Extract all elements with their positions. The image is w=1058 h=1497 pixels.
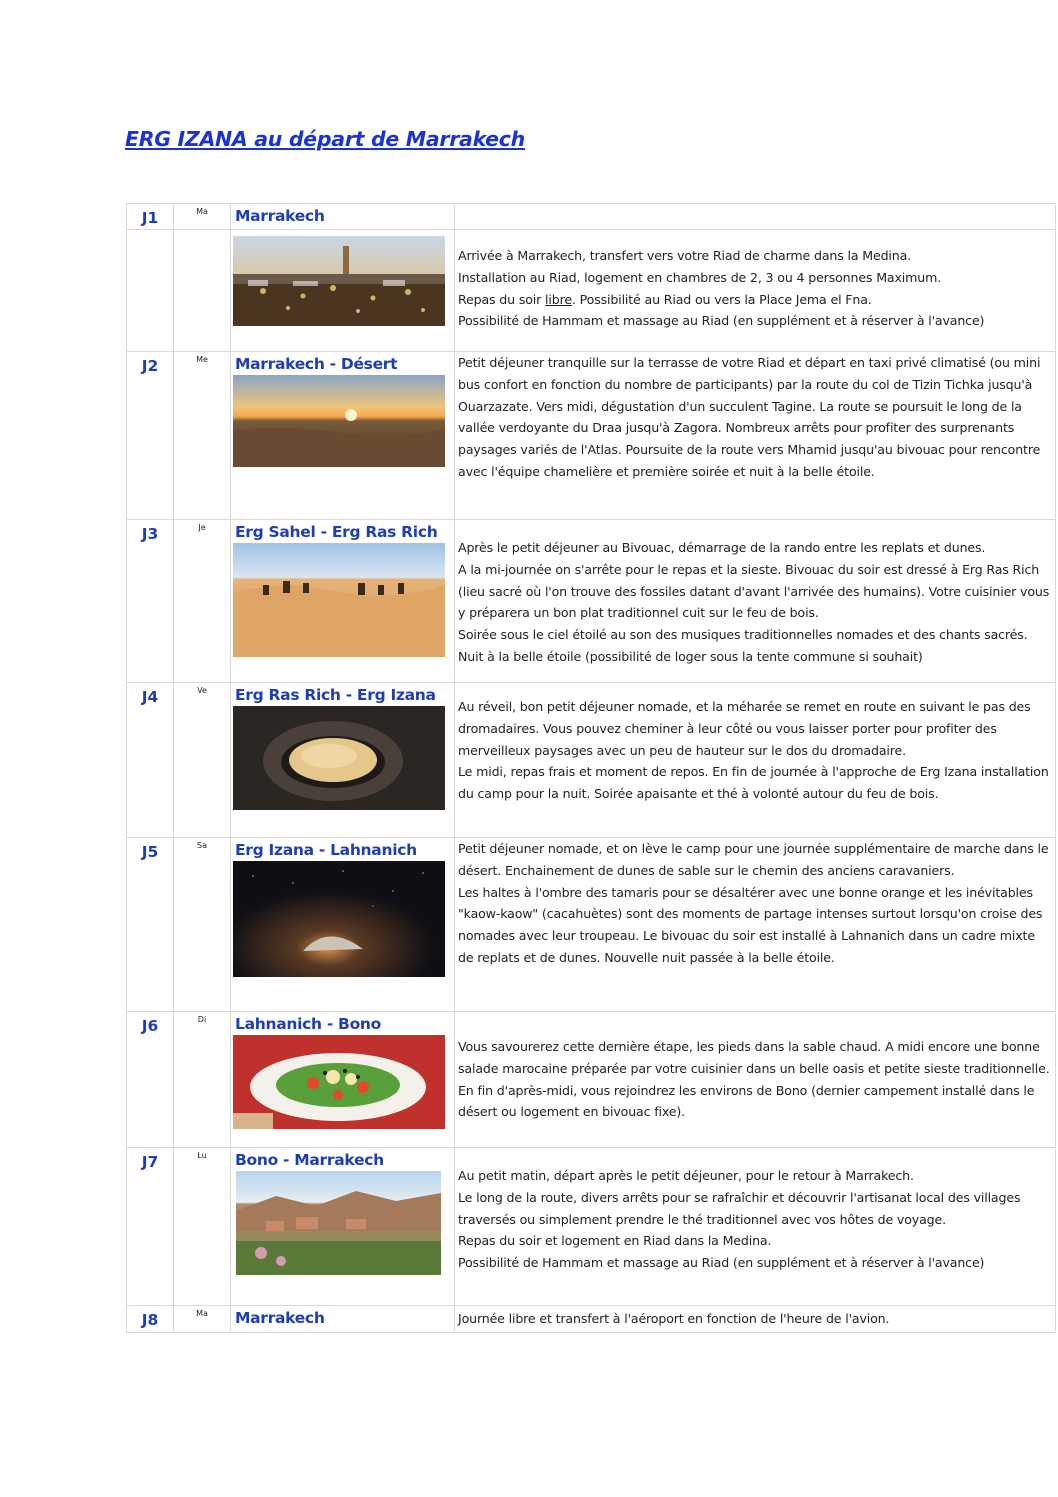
day-number: J3 xyxy=(127,520,174,683)
day-of-week: Ma xyxy=(174,1306,231,1333)
day-of-week: Me xyxy=(174,352,231,520)
description-line: Arrivée à Marrakech, transfert vers votre Riad de charme dans la Medina. xyxy=(458,248,912,263)
day-of-week: Lu xyxy=(174,1148,231,1306)
day-number: J7 xyxy=(127,1148,174,1306)
page-title: ERG IZANA au départ de Marrakech xyxy=(125,127,525,151)
bread-on-embers-photo xyxy=(233,706,445,810)
stage-title: Lahnanich - Bono xyxy=(235,1015,382,1033)
table-row xyxy=(127,1148,1056,1306)
description-line: Au réveil, bon petit déjeuner nomade, et la méharée se remet en route en suivant le pas des dromadaires. Vous pouvez cheminer à leur côté ou vous laisser porter pour profiter des merveilleux paysages avec un peu de hauteur sur le dos du dromadaire. xyxy=(458,699,1031,758)
stage-title: Erg Sahel - Erg Ras Rich xyxy=(235,523,438,541)
underlined-word: libre xyxy=(545,291,572,307)
table-row xyxy=(127,352,1056,520)
description-text: Repas du soir xyxy=(458,291,546,307)
description-line: Possibilité de Hammam et massage au Riad (en supplément et à réserver à l'avance) xyxy=(458,313,985,329)
stage-title: Bono - Marrakech xyxy=(235,1151,384,1169)
description-text: Vous savourerez cette dernière étape, les pieds dans la sable chaud. A midi encore une bonne salade marocaine préparée par votre cuisinier dans un belle oasis et petite sieste traditionnelle. En fin d'après-midi, vous rejoindrez les environs de Bono (dernier campement installé dans le désert ou logement en bivouac fixe). xyxy=(455,1012,1056,1148)
table-row xyxy=(127,838,1056,1012)
table-row xyxy=(127,683,1056,838)
day-number: J6 xyxy=(127,1012,174,1148)
desert-sunset-photo xyxy=(233,375,445,467)
day-of-week: Je xyxy=(174,520,231,683)
description-text: Petit déjeuner tranquille sur la terrasse de votre Riad et départ en taxi privé climatisé (ou mini bus confort en fonction du nombre de participants) par la route du col de Tizin Tichka jusqu'à Ouarzazate. Vers midi, dégustation d'un succulent Tagine. La route se poursuit le long de la vallée verdoyante du Draa jusqu'à Zagora. Nombreux arrêts pour profiter des surprenants paysages variés de l'Atlas. Poursuite de la route vers Mhamid jusqu'au bivouac pour rencontre avec l'équipe chamelière et première soirée et nuit à la belle étoile. xyxy=(455,352,1056,520)
day-number: J2 xyxy=(127,352,174,520)
day-number: J5 xyxy=(127,838,174,1012)
description-line: Le midi, repas frais et moment de repos. En fin de journée à l'approche de Erg Izana installation du camp pour la nuit. Soirée apaisante et thé à volonté autour du feu de bois. xyxy=(458,764,1049,802)
description-line: Possibilité de Hammam et massage au Riad (en supplément et à réserver à l'avance) xyxy=(458,1255,985,1271)
description-line: Après le petit déjeuner au Bivouac, démarrage de la rando entre les replats et dunes. xyxy=(458,540,986,555)
night-camp-photo xyxy=(233,861,445,977)
table-row xyxy=(127,1306,1056,1333)
camel-caravan-photo xyxy=(233,543,445,657)
day-number: J8 xyxy=(127,1306,174,1333)
atlas-village-photo xyxy=(236,1171,441,1275)
stage-title: Marrakech xyxy=(231,204,455,230)
stage-title: Erg Izana - Lahnanich xyxy=(235,841,417,859)
description-line: Installation au Riad, logement en chambres de 2, 3 ou 4 personnes Maximum. xyxy=(458,269,942,285)
salad-plate-photo xyxy=(233,1035,445,1129)
description-line: Les haltes à l'ombre des tamaris pour se désaltérer avec une bonne orange et les inévitables "kaow-kaow" (cacahuètes) sont des moments de partage intenses surtout lorsqu'on croise des nomades avec leur troupeau. Le bivouac du soir est installé à Lahnanich dans un cadre mixte de replats et de dunes. Nouvelle nuit passée à la belle étoile. xyxy=(458,884,1043,965)
description-line: Petit déjeuner nomade, et on lève le camp pour une journée supplémentaire de marche dans le désert. Enchainement de dunes de sable sur le chemin des anciens caravaniers. xyxy=(458,841,1049,878)
description-line: Le long de la route, divers arrêts pour se rafraîchir et découvrir l'artisanat local des villages traversés ou simplement prendre le thé traditionnel avec vos hôtes de voyage. xyxy=(458,1189,1021,1227)
stage-title: Marrakech xyxy=(231,1306,455,1333)
description-text: . Possibilité au Riad ou vers la Place Jema el Fna. xyxy=(571,291,872,307)
stage-title: Erg Ras Rich - Erg Izana xyxy=(235,686,436,704)
stage-title: Marrakech - Désert xyxy=(235,355,398,373)
marrakech-square-photo xyxy=(233,236,445,326)
description-line: Soirée sous le ciel étoilé au son des musiques traditionnelles nomades et des chants sacrés. Nuit à la belle étoile (possibilité de loger sous la tente commune si souhait) xyxy=(458,627,1028,664)
description-line: Repas du soir et logement en Riad dans la Medina. xyxy=(458,1233,772,1249)
itinerary-table xyxy=(126,203,1056,1333)
table-row xyxy=(127,204,1056,230)
day-number: J4 xyxy=(127,683,174,838)
day-of-week: Ma xyxy=(174,204,231,230)
day-of-week: Di xyxy=(174,1012,231,1148)
description-line: Au petit matin, départ après le petit déjeuner, pour le retour à Marrakech. xyxy=(458,1168,914,1183)
description-text: Journée libre et transfert à l'aéroport en fonction de l'heure de l'avion. xyxy=(455,1306,1056,1333)
table-row xyxy=(127,230,1056,352)
table-row xyxy=(127,520,1056,683)
day-number: J1 xyxy=(127,204,174,230)
day-of-week: Ve xyxy=(174,683,231,838)
description-line: A la mi-journée on s'arrête pour le repas et la sieste. Bivouac du soir est dressé à Erg Ras Rich (lieu sacré où l'on trouve des fossiles datant d'avant l'arrivée des humains). Votre cuisinier vous y préparera un bon plat traditionnel cuit sur le feu de bois. xyxy=(458,561,1050,621)
day-of-week: Sa xyxy=(174,838,231,1012)
table-row xyxy=(127,1012,1056,1148)
